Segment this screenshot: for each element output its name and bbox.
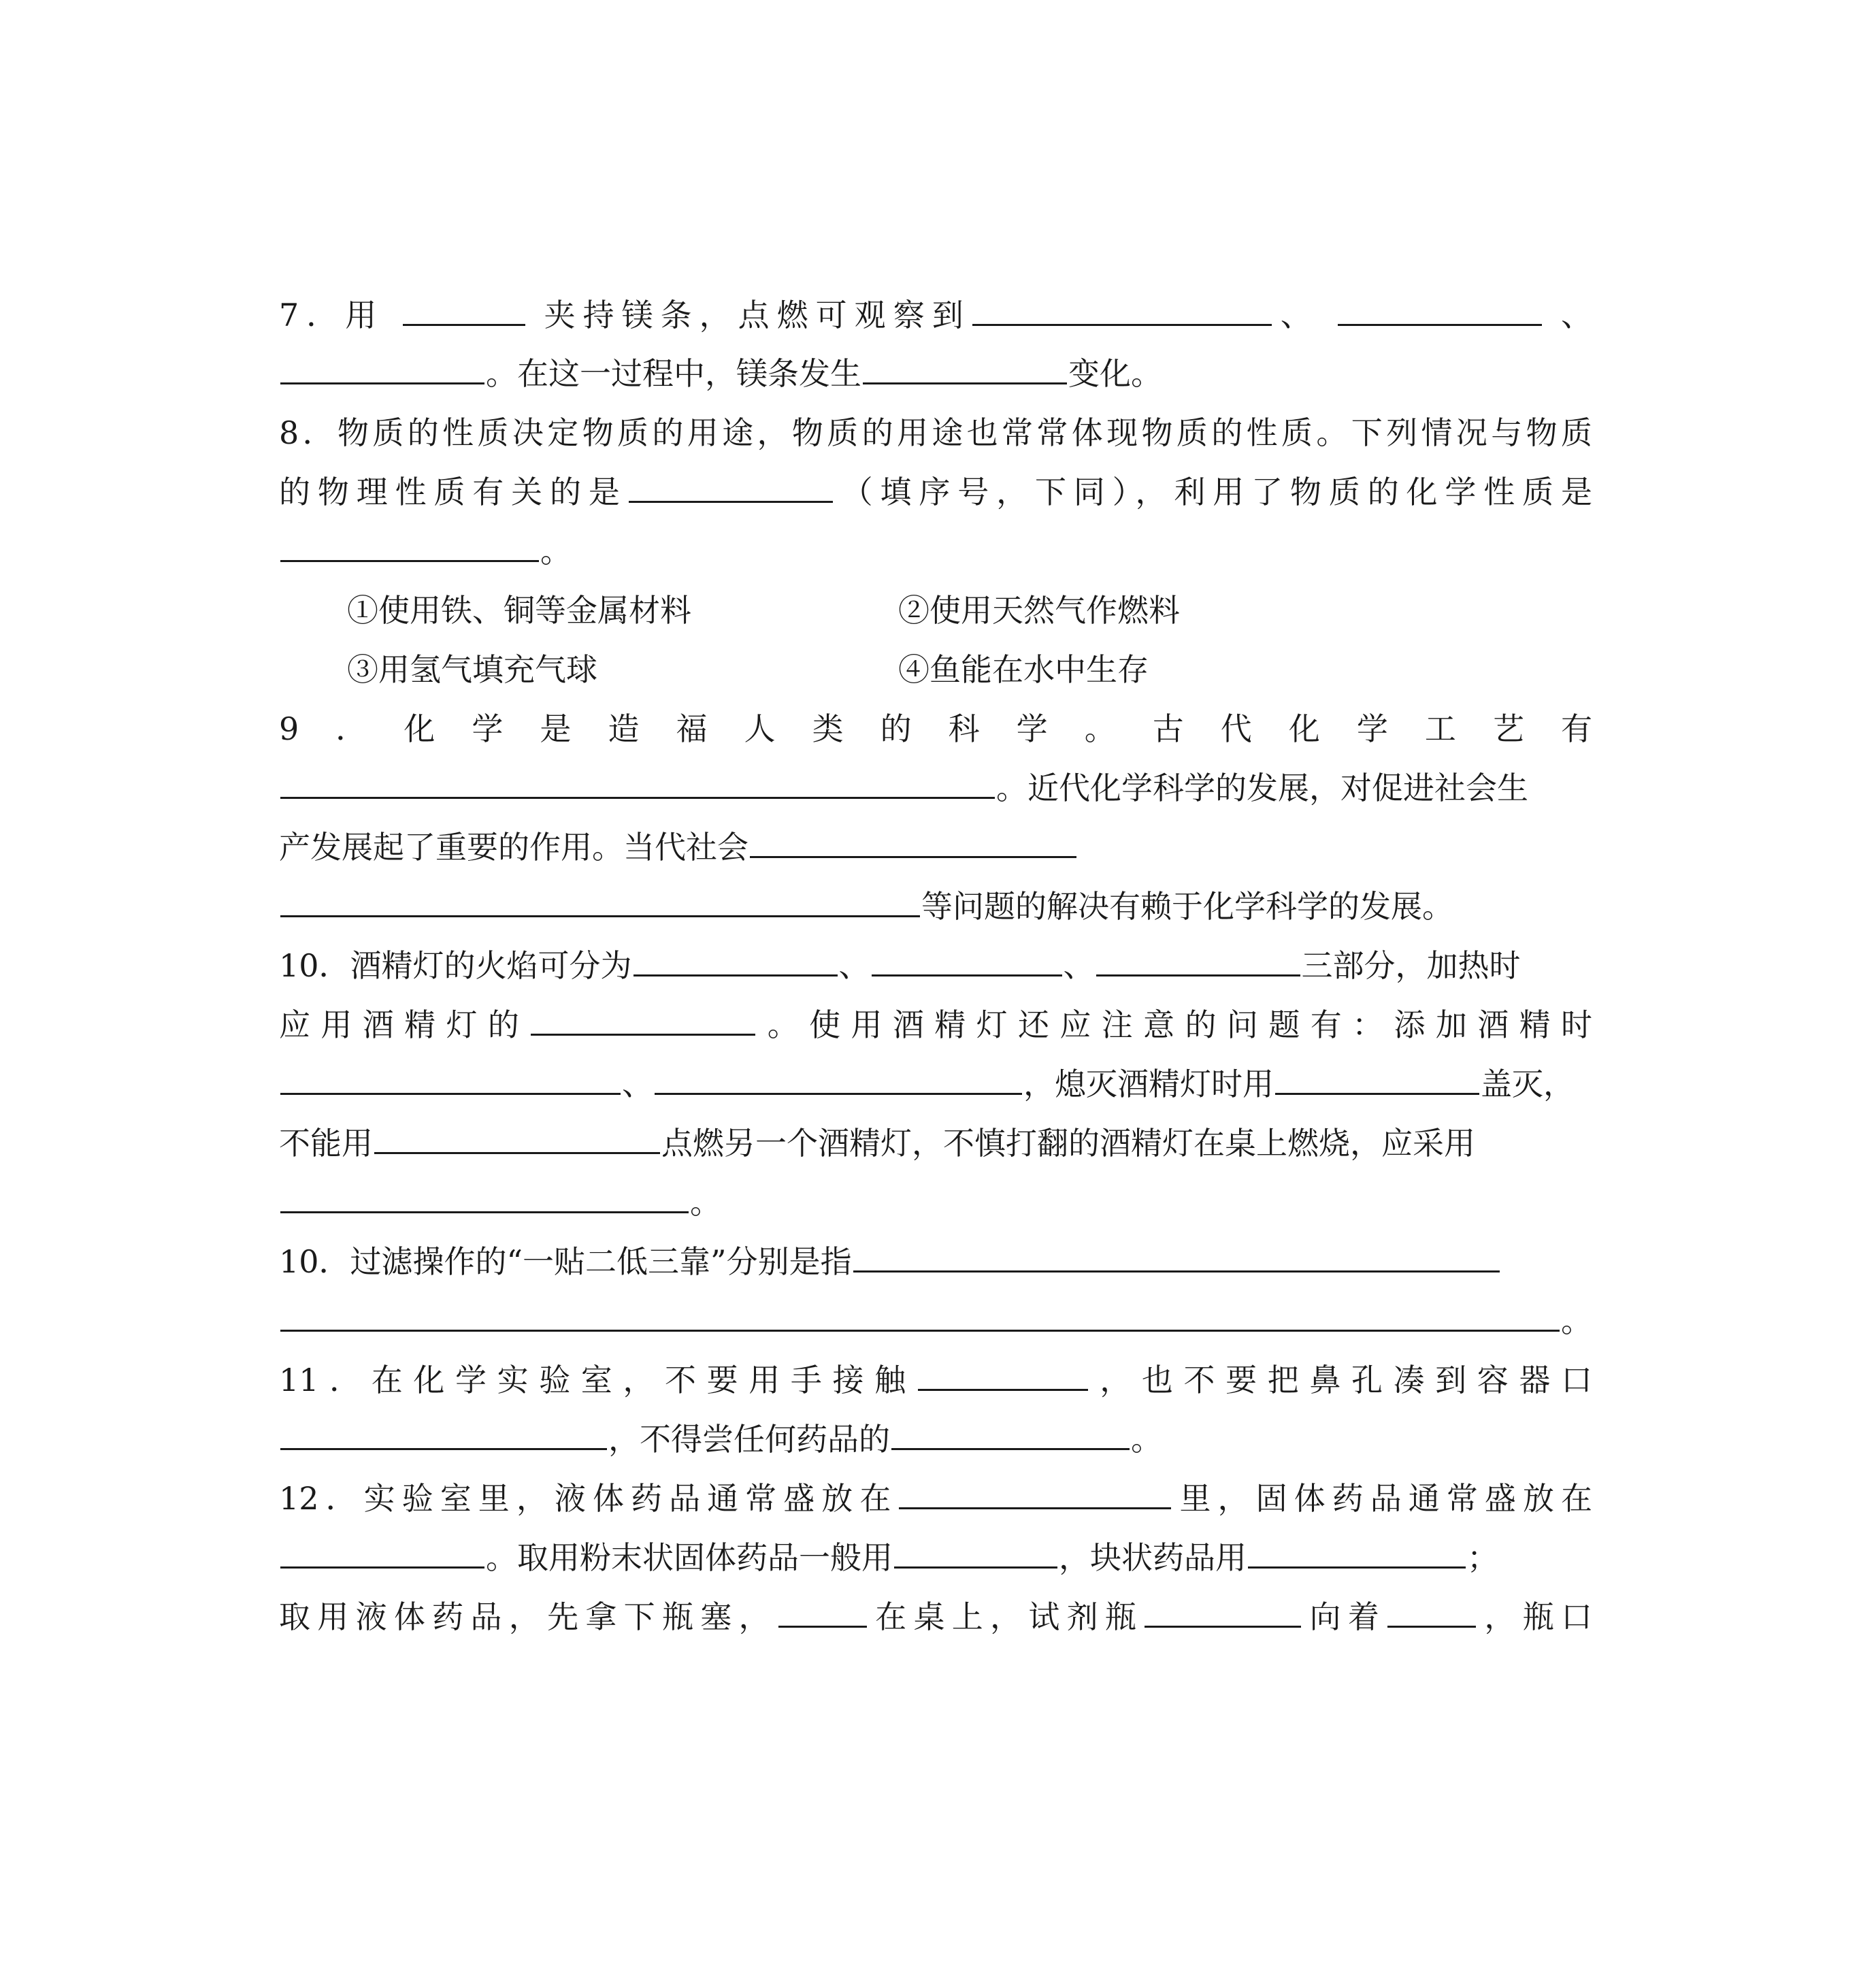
q12-blank-3[interactable] bbox=[894, 1530, 1057, 1569]
q10a-blank-6[interactable] bbox=[655, 1056, 1022, 1095]
q10a-line-3: 、 ，熄灭酒精灯时用 盖灭， bbox=[279, 1055, 1592, 1113]
q11-line-1: 11．在化学实验室，不要用手接触 ，也不要把鼻孔凑到容器口 bbox=[279, 1351, 1592, 1409]
q11-blank-2[interactable] bbox=[280, 1411, 607, 1450]
q10b-blank-1[interactable] bbox=[853, 1234, 1500, 1273]
q10a-blank-7[interactable] bbox=[1275, 1056, 1479, 1095]
q7-blank-4[interactable] bbox=[280, 346, 484, 384]
q10a-blank-1[interactable] bbox=[633, 938, 838, 976]
q10a-line-5: 。 bbox=[279, 1173, 1592, 1232]
q7-blank-2[interactable] bbox=[972, 287, 1272, 326]
q12-blank-5[interactable] bbox=[778, 1589, 867, 1628]
q7-line-1: 7．用 夹持镁条，点燃可观察到 、 、 bbox=[279, 286, 1592, 344]
q10a-blank-9[interactable] bbox=[280, 1175, 689, 1213]
q7-number: 7． bbox=[279, 297, 346, 333]
q7-blank-1[interactable] bbox=[403, 287, 525, 326]
q8-option-4: ④鱼能在水中生存 bbox=[898, 651, 1149, 688]
q9-line-2: 。近代化学科学的发展，对促进社会生 bbox=[279, 759, 1592, 817]
q8-options-row-1 bbox=[347, 581, 1592, 640]
q8-blank-2[interactable] bbox=[280, 523, 539, 562]
q8-option-1: ①使用铁、铜等金属材料 bbox=[347, 592, 691, 629]
q12-blank-1[interactable] bbox=[899, 1471, 1171, 1509]
q11-blank-3[interactable] bbox=[891, 1411, 1130, 1450]
q12-line-2: 。取用粉末状固体药品一般用 ，块状药品用 ； bbox=[279, 1528, 1592, 1587]
q10a-blank-5[interactable] bbox=[280, 1056, 621, 1095]
q8-line-3: 。 bbox=[279, 522, 1592, 580]
q8-line-2: 的物理性质有关的是 （填序号，下同），利用了物质的化学性质是 bbox=[279, 463, 1592, 521]
q12-line-3: 取用液体药品，先拿下瓶塞， 在桌上，试剂瓶 向着 ，瓶口 bbox=[279, 1588, 1592, 1646]
q9-line-3: 产发展起了重要的作用。当代社会 bbox=[279, 818, 1592, 876]
q9-line-4: 等问题的解决有赖于化学科学的发展。 bbox=[279, 877, 1592, 936]
q10a-line-4: 不能用 点燃另一个酒精灯，不慎打翻的酒精灯在桌上燃烧，应采用 bbox=[279, 1114, 1592, 1172]
q11-blank-1[interactable] bbox=[918, 1352, 1088, 1391]
q9-blank-1[interactable] bbox=[280, 760, 995, 799]
q10a-blank-8[interactable] bbox=[374, 1115, 660, 1154]
q7-blank-3[interactable] bbox=[1338, 287, 1542, 326]
q12-blank-4[interactable] bbox=[1248, 1530, 1466, 1569]
q12-blank-7[interactable] bbox=[1387, 1589, 1476, 1628]
q10a-line-1: 10．酒精灯的火焰可分为 、 、 三部分，加热时 bbox=[279, 936, 1592, 995]
q7-line-2: 。在这一过程中，镁条发生 变化。 bbox=[279, 344, 1592, 403]
q11-line-2: ，不得尝任何药品的 。 bbox=[279, 1410, 1592, 1468]
q8-options-row-2 bbox=[347, 640, 1592, 699]
q10b-line-1: 10．过滤操作的“一贴二低三靠”分别是指 bbox=[279, 1232, 1592, 1291]
q12-line-1: 12．实验室里，液体药品通常盛放在 里，固体药品通常盛放在 bbox=[279, 1469, 1592, 1528]
q8-blank-1[interactable] bbox=[629, 464, 833, 503]
q10b-blank-2[interactable] bbox=[280, 1293, 1560, 1332]
q8-line-1: 8．物质的性质决定物质的用途，物质的用途也常常体现物质的性质。下列情况与物质 bbox=[279, 414, 1592, 451]
q10a-blank-3[interactable] bbox=[1096, 938, 1300, 976]
q10a-line-2: 应用酒精灯的 。使用酒精灯还应注意的问题有：添加酒精时 bbox=[279, 996, 1592, 1054]
q10a-blank-2[interactable] bbox=[872, 938, 1062, 976]
q7-blank-5[interactable] bbox=[863, 346, 1067, 384]
q12-blank-2[interactable] bbox=[280, 1530, 484, 1569]
q8-option-3: ③用氢气填充气球 bbox=[347, 651, 597, 688]
q10b-line-2: 。 bbox=[279, 1292, 1592, 1350]
q9-line-1: 9．化学是造福人类的科学。古代化学工艺有 bbox=[279, 710, 1592, 747]
q9-blank-2[interactable] bbox=[750, 819, 1076, 858]
q8-option-2: ②使用天然气作燃料 bbox=[898, 592, 1180, 629]
q12-blank-6[interactable] bbox=[1145, 1589, 1301, 1628]
q9-blank-3[interactable] bbox=[280, 879, 920, 917]
q10a-blank-4[interactable] bbox=[531, 997, 755, 1036]
